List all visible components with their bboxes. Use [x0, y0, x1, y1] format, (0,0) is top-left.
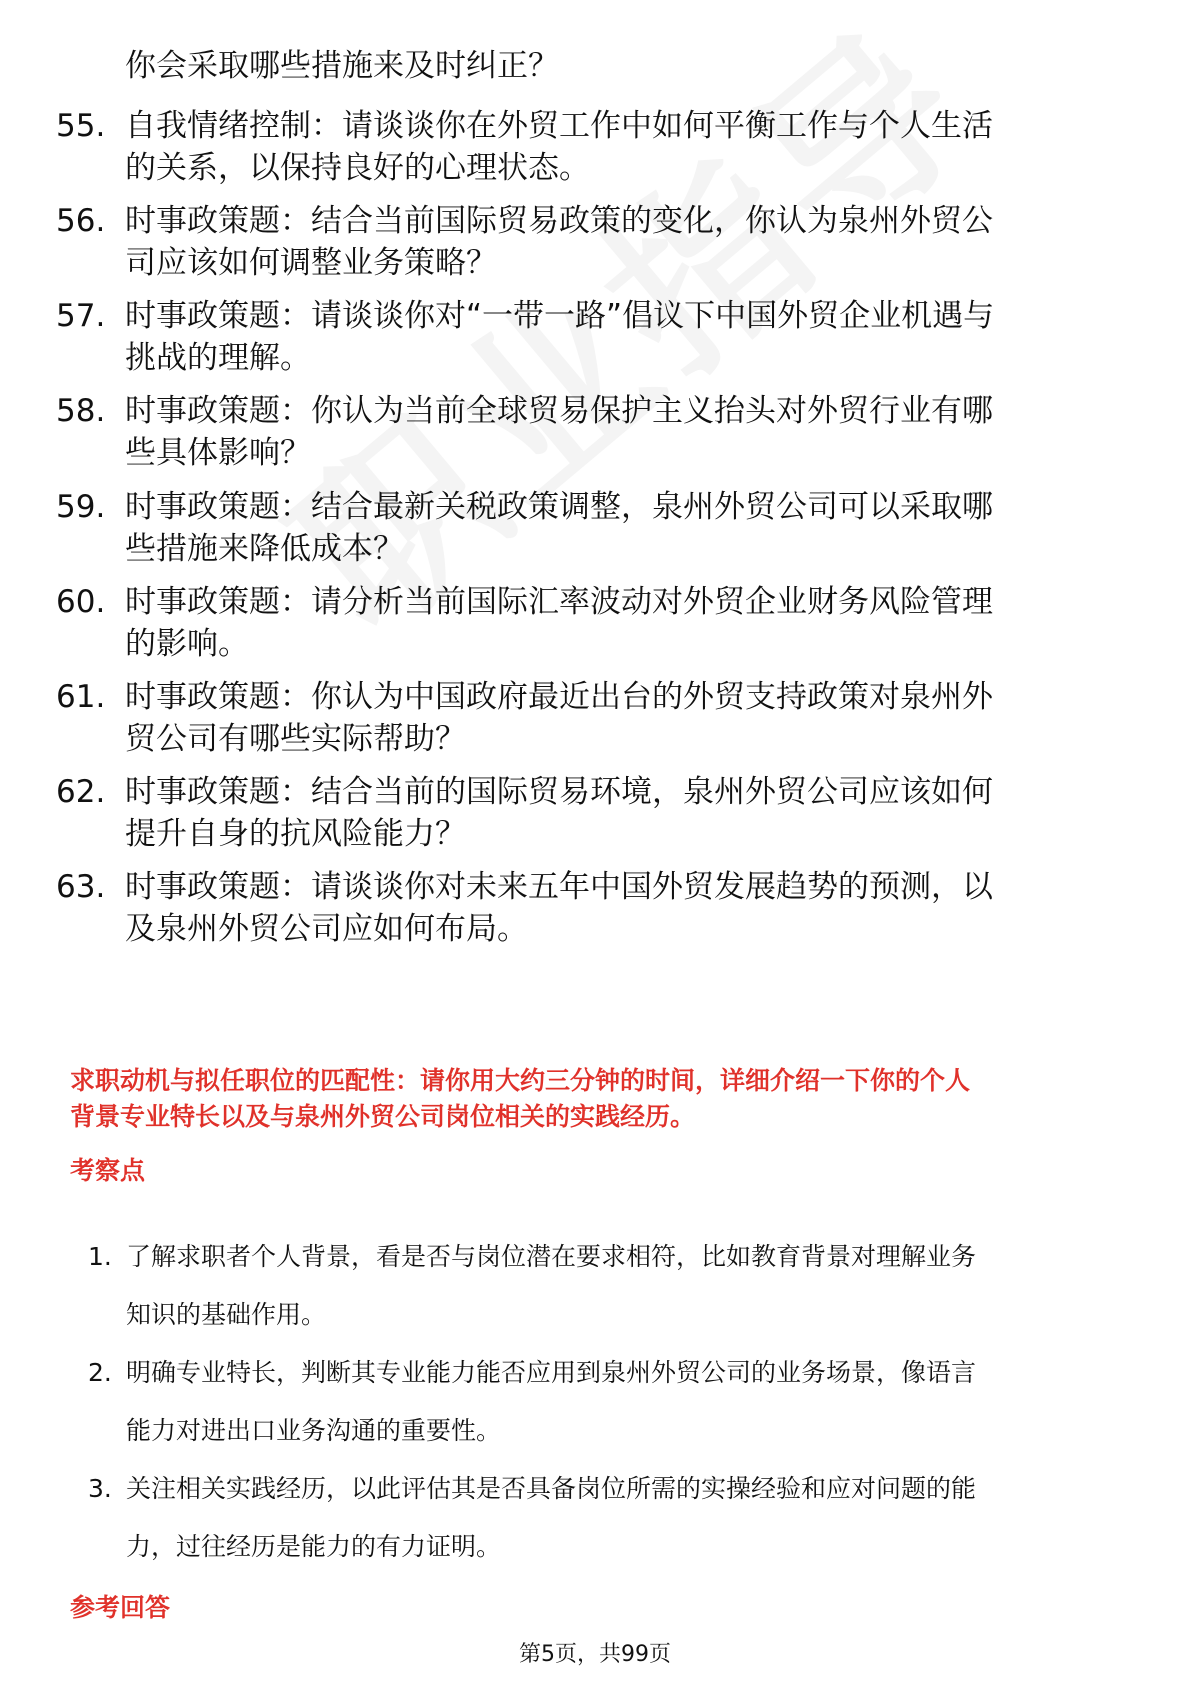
point-line: 力，过往经历是能力的有力证明。 — [126, 1532, 502, 1561]
question-number: 60. — [56, 584, 106, 620]
question-line: 时事政策题：请谈谈你对未来五年中国外贸发展趋势的预测，以 — [125, 869, 993, 905]
question-line: 及泉州外贸公司应如何布局。 — [125, 911, 528, 947]
question-text — [125, 105, 1135, 189]
highlight-question — [70, 1063, 1130, 1135]
section-title-cankaohuida: 参考回答 — [70, 1593, 171, 1622]
point-text — [126, 1460, 1126, 1576]
page-footer: 第5页，共99页 — [519, 1642, 671, 1667]
question-text — [125, 390, 1135, 474]
point-text — [126, 1344, 1126, 1460]
question-line: 的关系，以保持良好的心理状态。 — [125, 150, 590, 186]
point-number: 3. — [88, 1474, 112, 1503]
question-line: 时事政策题：结合当前国际贸易政策的变化，你认为泉州外贸公 — [125, 203, 993, 239]
question-line: 时事政策题：你认为当前全球贸易保护主义抬头对外贸行业有哪 — [125, 393, 993, 429]
highlight-line: 背景专业特长以及与泉州外贸公司岗位相关的实践经历。 — [70, 1102, 696, 1131]
point-line: 能力对进出口业务沟通的重要性。 — [126, 1416, 502, 1445]
question-number: 61. — [56, 679, 106, 715]
question-line: 贸公司有哪些实际帮助？ — [125, 721, 466, 757]
point-line: 知识的基础作用。 — [126, 1300, 327, 1329]
section-title-kaochadian: 考察点 — [70, 1156, 146, 1185]
question-text — [125, 200, 1135, 284]
question-line: 自我情绪控制：请谈谈你在外贸工作中如何平衡工作与个人生活 — [125, 108, 993, 144]
point-item — [88, 1460, 1128, 1576]
question-text — [125, 486, 1135, 570]
question-text — [125, 295, 1135, 379]
point-line: 明确专业特长，判断其专业能力能否应用到泉州外贸公司的业务场景，像语言 — [126, 1358, 977, 1387]
question-line: 些具体影响？ — [125, 435, 311, 471]
question-line: 时事政策题：结合当前的国际贸易环境，泉州外贸公司应该如何 — [125, 774, 993, 810]
question-line: 的影响。 — [125, 626, 249, 662]
question-text — [125, 581, 1135, 665]
continuation-line: 你会采取哪些措施来及时纠正？ — [125, 48, 559, 84]
highlight-line: 求职动机与拟任职位的匹配性：请你用大约三分钟的时间，详细介绍一下你的个人 — [70, 1066, 971, 1095]
question-text — [125, 676, 1135, 760]
question-number: 63. — [56, 869, 106, 905]
question-text — [125, 771, 1135, 855]
question-number: 57. — [56, 298, 106, 334]
question-number: 62. — [56, 774, 106, 810]
question-number: 55. — [56, 108, 106, 144]
point-list — [88, 1228, 1128, 1576]
point-item — [88, 1228, 1128, 1344]
question-line: 挑战的理解。 — [125, 340, 311, 376]
point-line: 关注相关实践经历，以此评估其是否具备岗位所需的实操经验和应对问题的能 — [126, 1474, 977, 1503]
question-line: 时事政策题：你认为中国政府最近出台的外贸支持政策对泉州外 — [125, 679, 993, 715]
question-line: 提升自身的抗风险能力？ — [125, 816, 466, 852]
question-number: 56. — [56, 203, 106, 239]
point-number: 1. — [88, 1242, 112, 1271]
point-line: 了解求职者个人背景，看是否与岗位潜在要求相符，比如教育背景对理解业务 — [126, 1242, 977, 1271]
question-number: 58. — [56, 393, 106, 429]
question-line: 时事政策题：请分析当前国际汇率波动对外贸企业财务风险管理 — [125, 584, 993, 620]
point-number: 2. — [88, 1358, 112, 1387]
question-line: 时事政策题：请谈谈你对“一带一路”倡议下中国外贸企业机遇与 — [125, 298, 995, 334]
question-text — [125, 866, 1135, 950]
question-number: 59. — [56, 489, 106, 525]
question-line: 司应该如何调整业务策略？ — [125, 245, 497, 281]
point-text — [126, 1228, 1126, 1344]
question-line: 些措施来降低成本？ — [125, 531, 404, 567]
question-line: 时事政策题：结合最新关税政策调整，泉州外贸公司可以采取哪 — [125, 489, 993, 525]
point-item — [88, 1344, 1128, 1460]
